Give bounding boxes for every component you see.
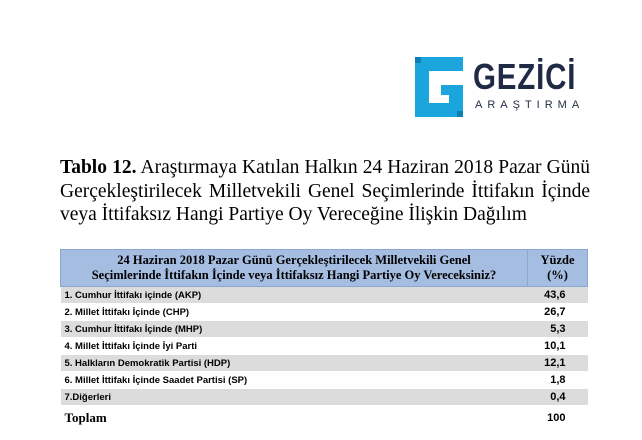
row-label: 4. Millet İttifakı İçinde İyi Parti <box>61 338 528 355</box>
table-row <box>61 304 588 321</box>
gezici-g-mark-icon <box>413 55 465 119</box>
total-value: 100 <box>528 406 588 429</box>
row-value: 1,8 <box>528 372 588 389</box>
gezici-logo <box>413 55 583 119</box>
header-category-line1: 24 Haziran 2018 Pazar Günü Gerçekleştirilecek Milletvekili Genel <box>117 253 471 267</box>
row-label: 2. Millet İttifakı İçinde (CHP) <box>61 304 528 321</box>
table-row <box>61 287 588 304</box>
table-header-row <box>61 250 588 287</box>
table-row <box>61 321 588 338</box>
row-value: 0,4 <box>528 389 588 406</box>
vote-distribution-table <box>60 249 588 429</box>
table-row <box>61 338 588 355</box>
table-row <box>61 372 588 389</box>
caption-label: Tablo 12. <box>60 157 137 178</box>
row-value: 5,3 <box>528 321 588 338</box>
row-label: 1. Cumhur İttifakı içinde (AKP) <box>61 287 528 304</box>
row-value: 12,1 <box>528 355 588 372</box>
caption-text: Araştırmaya Katılan Halkın 24 Haziran 2018 Pazar Günü Gerçekleştirilecek Milletvekili Genel Seçimlerinde İttifakın İçinde veya İttifaksız Hangi Partiye Oy Vereceğine İlişkin Dağılım <box>60 157 590 225</box>
header-percent <box>528 250 588 287</box>
header-category <box>61 250 528 287</box>
row-label: 7.Diğerleri <box>61 389 528 406</box>
header-category-line2: Seçimlerinde İttifakın İçinde veya İttifaksız Hangi Partiye Oy Vereceksiniz? <box>91 268 497 282</box>
logo-name: GEZİCİ <box>473 56 577 97</box>
total-label: Toplam <box>61 406 528 429</box>
header-percent-line1: Yüzde <box>540 253 575 267</box>
total-row <box>61 406 588 429</box>
header-percent-line2: (%) <box>547 268 568 282</box>
table-row <box>61 355 588 372</box>
row-value: 10,1 <box>528 338 588 355</box>
row-label: 6. Millet İttifakı İçinde Saadet Partisi (SP) <box>61 372 528 389</box>
table-row <box>61 389 588 406</box>
row-value: 43,6 <box>528 287 588 304</box>
logo-subtitle: ARAŞTIRMA <box>475 99 585 111</box>
row-value: 26,7 <box>528 304 588 321</box>
row-label: 3. Cumhur İttifakı İçinde (MHP) <box>61 321 528 338</box>
table-caption <box>60 156 590 227</box>
row-label: 5. Halkların Demokratik Partisi (HDP) <box>61 355 528 372</box>
